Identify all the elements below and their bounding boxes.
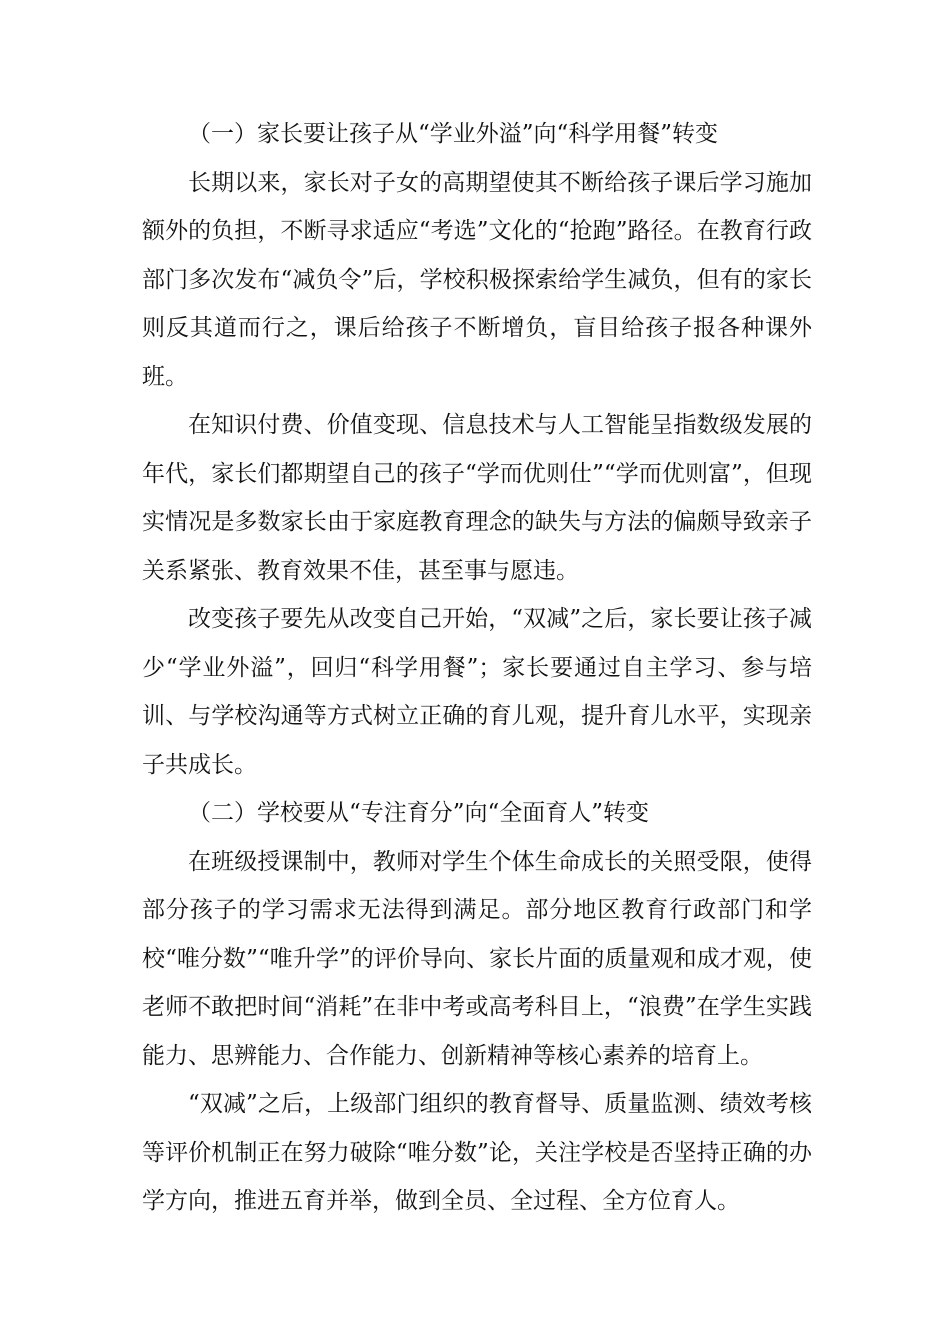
section-heading-1: （一）家长要让孩子从“学业外溢”向“科学用餐”转变 bbox=[188, 121, 719, 147]
section-heading-2: （二）学校要从“专注育分”向“全面育人”转变 bbox=[188, 800, 650, 826]
paragraph: 在班级授课制中，教师对学生个体生命成长的关照受限，使得部分孩子的学习需求无法得到满足。部分地区教育行政部门和学校“唯分数”“唯升学”的评价导向、家长片面的质量观和成才观，使老师不敢把时间“消耗”在非中考或高考科目上，“浪费”在学生实践能力、思辨能力、合作能力、创新精神等核心素养的培育上。 bbox=[142, 848, 812, 1069]
paragraph: 在知识付费、价值变现、信息技术与人工智能呈指数级发展的年代，家长们都期望自己的孩子“学而优则仕”“学而优则富”，但现实情况是多数家长由于家庭教育理念的缺失与方法的偏颇导致亲子关系紧张、教育效果不佳，甚至事与愿违。 bbox=[142, 412, 812, 584]
paragraph: 改变孩子要先从改变自己开始，“双减”之后，家长要让孩子减少“学业外溢”，回归“科学用餐”；家长要通过自主学习、参与培训、与学校沟通等方式树立正确的育儿观，提升育儿水平，实现亲子共成长。 bbox=[142, 606, 812, 778]
document-body bbox=[142, 110, 812, 1226]
paragraph: 长期以来，家长对子女的高期望使其不断给孩子课后学习施加额外的负担，不断寻求适应“考选”文化的“抢跑”路径。在教育行政部门多次发布“减负令”后，学校积极探索给学生减负，但有的家长则反其道而行之，课后给孩子不断增负，盲目给孩子报各种课外班。 bbox=[142, 169, 812, 390]
paragraph: “双减”之后，上级部门组织的教育督导、质量监测、绩效考核等评价机制正在努力破除“唯分数”论，关注学校是否坚持正确的办学方向，推进五育并举，做到全员、全过程、全方位育人。 bbox=[142, 1091, 812, 1214]
